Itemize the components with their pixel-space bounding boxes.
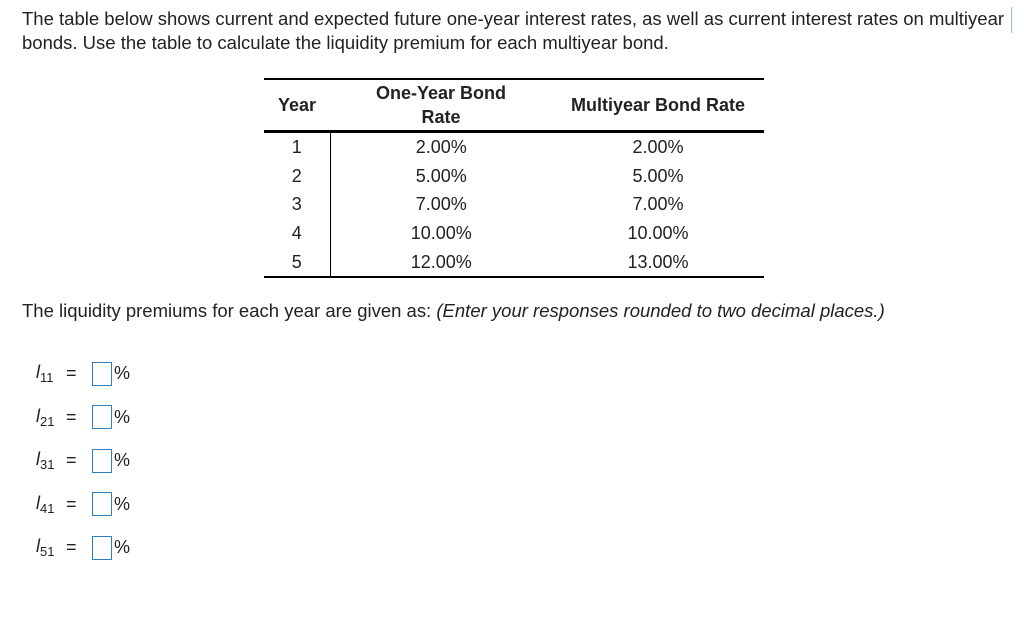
header-year: Year <box>264 79 330 132</box>
premium-label: $l_{51}$ <box>36 536 55 560</box>
table-row <box>264 247 764 277</box>
premium-label: $l_{31}$ <box>36 449 55 473</box>
equals-sign: = <box>66 406 77 427</box>
prompt-text: The liquidity premiums for each year are given as: <box>22 300 432 321</box>
answer-row-l51 <box>36 526 130 570</box>
equals-sign: = <box>66 537 77 558</box>
percent-unit: % <box>114 363 131 384</box>
answer-row-l11 <box>36 352 130 396</box>
header-multiyear-bond-rate: Multiyear Bond Rate <box>552 79 764 132</box>
question-intro: The table below shows current and expected future one-year interest rates, as well as current interest rates on multiyear bonds. Use the table to calculate the liquidity premium for each multiyear bond. <box>22 8 1005 53</box>
scroll-indicator <box>1011 7 1012 33</box>
premium-label: $l_{11}$ <box>36 362 54 386</box>
multiyear-rate-cell: 7.00% <box>632 194 684 215</box>
table-row <box>264 162 764 191</box>
equals-sign: = <box>66 450 77 471</box>
answer-row-l31 <box>36 439 130 483</box>
one-year-rate-cell: 10.00% <box>410 223 472 244</box>
premium-label: $l_{21}$ <box>36 405 55 429</box>
year-cell: 3 <box>264 190 330 219</box>
percent-unit: % <box>114 537 131 558</box>
equals-sign: = <box>66 363 77 384</box>
header-one-year-bond-rate: One-Year Bond Rate <box>330 79 552 132</box>
premium-input-l41[interactable] <box>92 492 112 516</box>
multiyear-rate-cell: 10.00% <box>627 223 689 244</box>
percent-unit: % <box>114 493 131 514</box>
multiyear-rate-cell: 5.00% <box>632 165 684 186</box>
year-cell: 2 <box>264 162 330 191</box>
answer-row-l41 <box>36 483 130 527</box>
year-cell: 4 <box>264 219 330 248</box>
percent-unit: % <box>114 406 131 427</box>
year-cell: 5 <box>264 247 330 277</box>
prompt-instruction: (Enter your responses rounded to two decimal places.) <box>436 300 885 321</box>
percent-unit: % <box>114 450 131 471</box>
table-header-row <box>264 79 764 132</box>
answer-row-l21 <box>36 396 130 440</box>
premium-label: $l_{41}$ <box>36 492 55 516</box>
one-year-rate-cell: 7.00% <box>415 194 467 215</box>
premium-input-l11[interactable] <box>92 362 112 386</box>
one-year-rate-cell: 12.00% <box>330 247 552 277</box>
multiyear-rate-cell: 2.00% <box>632 137 684 158</box>
premium-input-l51[interactable] <box>92 536 112 560</box>
multiyear-rate-cell: 13.00% <box>552 247 764 277</box>
one-year-rate-cell: 5.00% <box>415 165 467 186</box>
table-row <box>264 190 764 219</box>
answer-list <box>36 352 130 570</box>
equals-sign: = <box>66 493 77 514</box>
year-cell: 1 <box>264 132 330 162</box>
premium-input-l21[interactable] <box>92 405 112 429</box>
answer-prompt <box>22 300 885 322</box>
table-row <box>264 219 764 248</box>
premium-input-l31[interactable] <box>92 449 112 473</box>
table-row <box>264 132 764 162</box>
rates-table <box>264 78 764 278</box>
one-year-rate-cell: 2.00% <box>415 137 467 158</box>
